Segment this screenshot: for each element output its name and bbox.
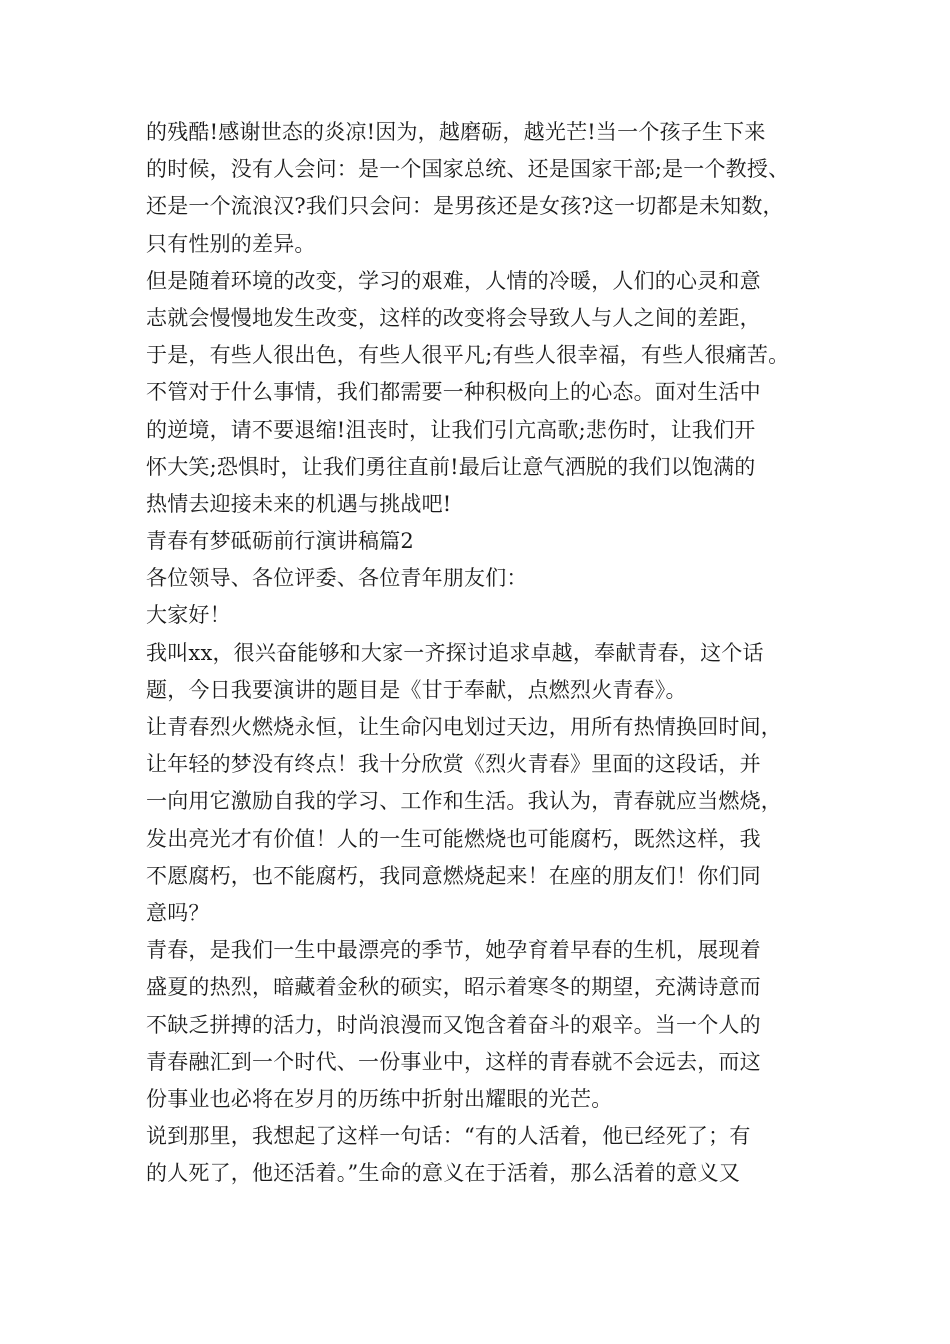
text-line: 说到那里，我想起了这样一句话：“有的人活着，他已经死了；有 — [146, 1124, 751, 1149]
text-line: 只有性别的差异。 — [146, 231, 316, 256]
text-line: 的残酷!感谢世态的炎凉!因为，越磨砺，越光芒!当一个孩子生下来 — [146, 120, 766, 144]
text-line: 热情去迎接未来的机遇与挑战吧! — [146, 491, 452, 516]
text-line: 盛夏的热烈，暗藏着金秋的硕实，昭示着寒冬的期望，充满诗意而 — [146, 975, 761, 1000]
text-line: 份事业也必将在岁月的历练中折射出耀眼的光芒。 — [146, 1086, 613, 1111]
text-line: 不缺乏拼搏的活力，时尚浪漫而又饱含着奋斗的艰辛。当一个人的 — [146, 1012, 761, 1037]
text-line: 的逆境，请不要退缩!沮丧时，让我们引亢高歌;悲伤时，让我们开 — [146, 417, 756, 442]
text-line: 意吗？ — [146, 900, 210, 925]
section-heading: 青春有梦砥砺前行演讲稿篇2 — [146, 529, 414, 554]
text-line: 一向用它激励自我的学习、工作和生活。我认为，青春就应当燃烧， — [146, 789, 782, 814]
salutation-line: 各位领导、各位评委、各位青年朋友们： — [146, 566, 528, 591]
text-line: 于是，有些人很出色，有些人很平凡;有些人很幸福，有些人很痛苦。 — [146, 343, 790, 368]
text-line: 怀大笑;恐惧时，让我们勇往直前!最后让意气洒脱的我们以饱满的 — [146, 454, 756, 479]
text-line: 志就会慢慢地发生改变，这样的改变将会导致人与人之间的差距， — [146, 305, 761, 330]
text-line: 青春，是我们一生中最漂亮的季节，她孕育着早春的生机，展现着 — [146, 938, 761, 963]
text-line: 发出亮光才有价值！人的一生可能燃烧也可能腐朽，既然这样，我 — [146, 826, 761, 851]
document-page — [146, 114, 816, 1192]
text-line: 青春融汇到一个时代、一份事业中，这样的青春就不会远去，而这 — [146, 1049, 761, 1074]
text-line: 还是一个流浪汉?我们只会问：是男孩还是女孩?这一切都是未知数， — [146, 194, 784, 219]
text-line: 题，今日我要演讲的题目是《甘于奉献，点燃烈火青春》。 — [146, 677, 687, 702]
text-line: 的时候，没有人会问：是一个国家总统、还是国家干部;是一个教授、 — [146, 157, 790, 182]
text-line: 我叫xx，很兴奋能够和大家一齐探讨追求卓越，奉献青春，这个话 — [146, 640, 764, 665]
text-line: 让青春烈火燃烧永恒，让生命闪电划过天边，用所有热情换回时间， — [146, 715, 782, 739]
text-line: 不愿腐朽，也不能腐朽，我同意燃烧起来！在座的朋友们！你们同 — [146, 863, 761, 888]
text-line: 让年轻的梦没有终点！我十分欣赏《烈火青春》里面的这段话，并 — [146, 752, 761, 777]
text-line: 不管对于什么事情，我们都需要一种积极向上的心态。面对生活中 — [146, 380, 761, 405]
text-line: 但是随着环境的改变，学习的艰难，人情的冷暖，人们的心灵和意 — [146, 268, 761, 293]
greeting-line: 大家好！ — [146, 603, 231, 628]
text-line: 的人死了，他还活着。”生命的意义在于活着，那么活着的意义又 — [146, 1161, 741, 1186]
